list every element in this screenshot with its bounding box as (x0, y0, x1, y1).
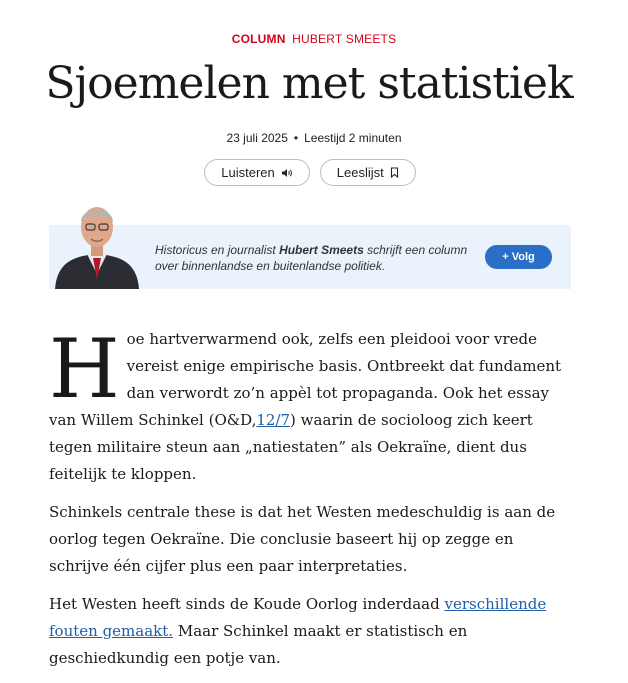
kicker-author[interactable]: HUBERT SMEETS (292, 32, 397, 46)
bookmark-icon (390, 167, 399, 178)
bio-author-name: Hubert Smeets (279, 243, 364, 257)
page-title: Sjoemelen met statistiek (45, 58, 573, 109)
readlist-label: Leeslijst (336, 165, 384, 180)
paragraph-1-text-b: waarin de socioloog zich keert tegen militaire steun aan „natiestaten” als Oekraïne, dient dus feitelijk te kloppen. (49, 411, 533, 483)
listen-label: Luisteren (221, 165, 275, 180)
article-body (49, 323, 571, 683)
bio-prefix: Historicus en journalist (155, 243, 276, 257)
listen-button[interactable] (204, 159, 309, 186)
readlist-button[interactable] (320, 159, 416, 186)
paragraph-1-text-a: oe hartverwarmend ook, zelfs een pleidooi voor vrede vereist enige empirische basis. Ontbreekt dat fundament dan verwordt zo’n appèl tot propaganda. Ook het essay van Willem Schinkel (O&D, (49, 330, 562, 429)
mistakes-link[interactable]: verschillende fouten gemaakt. (49, 595, 547, 640)
kicker-label: COLUMN (231, 32, 286, 46)
author-bio (155, 242, 475, 274)
article-kicker (0, 32, 628, 46)
article-actions (0, 159, 620, 186)
paragraph-1: Hoe hartverwarmend ook, zelfs een pleidooi voor vrede vereist enige empirische basis. Ontbreekt dat fundament dan verwordt zo’n appèl tot propaganda. Ook het essay van Willem Schinkel (O&D,12/7) waarin de socioloog zich keert tegen militaire steun aan „natiestaten” als Oekraïne, dient dus feitelijk te kloppen. (49, 323, 562, 483)
article-meta (0, 131, 628, 145)
paragraph-3 (49, 591, 571, 672)
follow-button[interactable]: + Volg (485, 245, 552, 269)
reference-link[interactable]: 12/7 (256, 411, 291, 429)
reading-time: Leestijd 2 minuten (304, 131, 402, 145)
publish-date: 23 juli 2025 (226, 131, 288, 145)
paragraph-3-text-a: Het Westen heeft sinds de Koude Oorlog inderdaad (49, 595, 440, 613)
meta-separator: • (293, 131, 299, 145)
author-avatar (49, 194, 145, 289)
dropcap: H (49, 323, 120, 417)
speaker-icon (281, 168, 293, 178)
paragraph-2: Schinkels centrale these is dat het Westen medeschuldig is aan de oorlog tegen Oekraïne. Die conclusie baseert hij op zegge en schrijve één cijfer plus een paar interpretaties. (49, 503, 556, 575)
paragraph-3-text-b: Maar Schinkel maakt er statistisch en geschiedkundig een potje van. (49, 622, 468, 667)
bio-suffix: schrijft een column over binnenlandse en buitenlandse politiek. (155, 243, 468, 273)
